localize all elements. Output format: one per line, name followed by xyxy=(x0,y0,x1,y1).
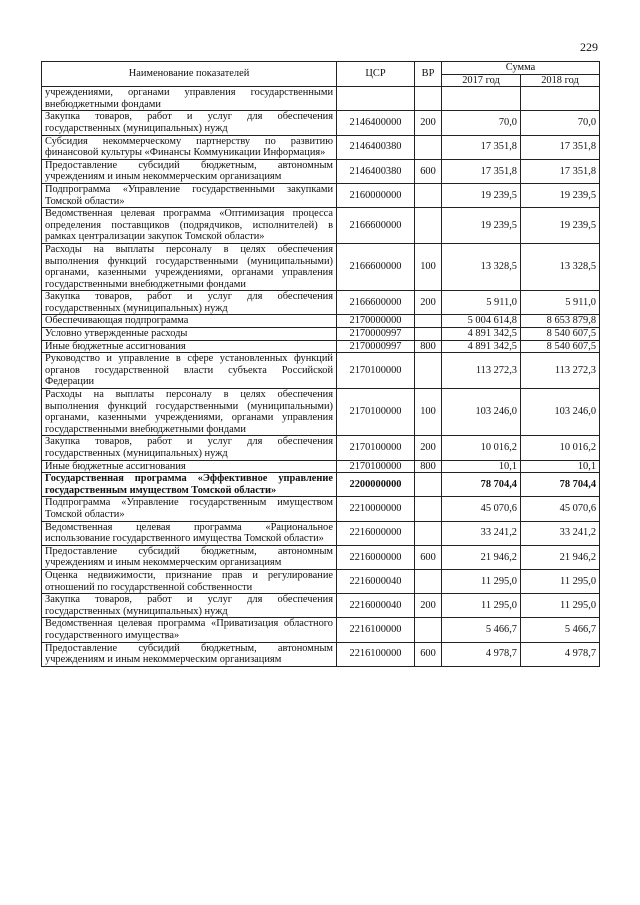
row-value-2018: 113 272,3 xyxy=(521,353,600,389)
header-year-2018: 2018 год xyxy=(521,74,600,87)
row-vr xyxy=(415,208,442,244)
table-row xyxy=(42,521,600,545)
row-name: Закупка товаров, работ и услуг для обеспечения государственных (муниципальных) нужд xyxy=(42,291,337,315)
row-value-2018: 78 704,4 xyxy=(521,473,600,497)
row-csr: 2166600000 xyxy=(337,243,415,290)
row-csr: 2170000000 xyxy=(337,315,415,328)
row-vr: 100 xyxy=(415,389,442,436)
table-row xyxy=(42,389,600,436)
table-row xyxy=(42,183,600,207)
row-vr xyxy=(415,353,442,389)
row-vr: 600 xyxy=(415,642,442,666)
row-value-2018: 70,0 xyxy=(521,111,600,135)
row-name: Ведомственная целевая программа «Оптимизация процесса определения поставщиков (подрядчиков, исполнителей) в рамках централизации закупок Томской области» xyxy=(42,208,337,244)
row-name: Субсидия некоммерческому партнерству по развитию финансовой культуры «Финансы Коммуникации Информация» xyxy=(42,135,337,159)
row-csr: 2210000000 xyxy=(337,497,415,521)
row-name: Подпрограмма «Управление государственными закупками Томской области» xyxy=(42,183,337,207)
row-name: Закупка товаров, работ и услуг для обеспечения государственных (муниципальных) нужд xyxy=(42,436,337,460)
header-csr: ЦСР xyxy=(337,62,415,87)
table-row xyxy=(42,315,600,328)
row-value-2018: 21 946,2 xyxy=(521,545,600,569)
row-value-2017: 13 328,5 xyxy=(442,243,521,290)
row-csr: 2170100000 xyxy=(337,436,415,460)
row-value-2018: 33 241,2 xyxy=(521,521,600,545)
row-value-2017: 5 004 614,8 xyxy=(442,315,521,328)
row-csr: 2200000000 xyxy=(337,473,415,497)
header-year-2017: 2017 год xyxy=(442,74,521,87)
row-value-2018: 10,1 xyxy=(521,460,600,473)
row-value-2017: 5 911,0 xyxy=(442,291,521,315)
row-vr xyxy=(415,135,442,159)
page-number: 229 xyxy=(580,40,598,54)
row-value-2018: 5 466,7 xyxy=(521,618,600,642)
row-value-2017: 10 016,2 xyxy=(442,436,521,460)
table-body xyxy=(42,87,600,667)
table-row xyxy=(42,436,600,460)
row-vr: 200 xyxy=(415,594,442,618)
row-name: Ведомственная целевая программа «Приватизация областного государственного имущества» xyxy=(42,618,337,642)
row-csr: 2216000000 xyxy=(337,545,415,569)
row-csr: 2216000040 xyxy=(337,594,415,618)
row-value-2018: 19 239,5 xyxy=(521,183,600,207)
row-vr xyxy=(415,569,442,593)
row-vr: 800 xyxy=(415,460,442,473)
row-value-2017: 103 246,0 xyxy=(442,389,521,436)
row-value-2017: 113 272,3 xyxy=(442,353,521,389)
table-row xyxy=(42,87,600,111)
header-name: Наименование показателей xyxy=(42,62,337,87)
row-value-2017: 70,0 xyxy=(442,111,521,135)
row-value-2018: 8 540 607,5 xyxy=(521,328,600,341)
table-row xyxy=(42,618,600,642)
row-vr xyxy=(415,315,442,328)
row-value-2018: 8 540 607,5 xyxy=(521,340,600,353)
row-value-2017: 33 241,2 xyxy=(442,521,521,545)
table-row xyxy=(42,243,600,290)
row-value-2018: 10 016,2 xyxy=(521,436,600,460)
row-name: Оценка недвижимости, признание прав и регулирование отношений по государственной собственности xyxy=(42,569,337,593)
row-value-2017: 11 295,0 xyxy=(442,569,521,593)
row-vr: 200 xyxy=(415,291,442,315)
row-csr: 2170100000 xyxy=(337,460,415,473)
row-value-2017: 17 351,8 xyxy=(442,135,521,159)
row-csr xyxy=(337,87,415,111)
row-value-2017: 17 351,8 xyxy=(442,159,521,183)
row-value-2017: 4 891 342,5 xyxy=(442,340,521,353)
table-row xyxy=(42,159,600,183)
row-name: Закупка товаров, работ и услуг для обеспечения государственных (муниципальных) нужд xyxy=(42,111,337,135)
row-csr: 2146400380 xyxy=(337,135,415,159)
row-value-2017: 21 946,2 xyxy=(442,545,521,569)
row-value-2018: 4 978,7 xyxy=(521,642,600,666)
table-row xyxy=(42,594,600,618)
row-vr: 600 xyxy=(415,159,442,183)
row-value-2017: 10,1 xyxy=(442,460,521,473)
row-name: Предоставление субсидий бюджетным, автономным учреждениям и иным некоммерческим организациям xyxy=(42,545,337,569)
row-name: Расходы на выплаты персоналу в целях обеспечения выполнения функций государственными (муниципальными) органами, казенными учреждениями, органами управления государственными внебюджетными фондами xyxy=(42,243,337,290)
row-vr xyxy=(415,183,442,207)
row-csr: 2216100000 xyxy=(337,618,415,642)
row-name: Расходы на выплаты персоналу в целях обеспечения выполнения функций государственными (муниципальными) органами, казенными учреждениями, органами управления государственными внебюджетными фондами xyxy=(42,389,337,436)
table-header xyxy=(42,62,600,87)
row-vr xyxy=(415,618,442,642)
row-value-2018: 17 351,8 xyxy=(521,135,600,159)
row-value-2018: 11 295,0 xyxy=(521,594,600,618)
table-row xyxy=(42,111,600,135)
row-vr: 200 xyxy=(415,111,442,135)
row-name: Руководство и управление в сфере установленных функций органов государственной власти субъекта Российской Федерации xyxy=(42,353,337,389)
row-name: учреждениями, органами управления государственными внебюджетными фондами xyxy=(42,87,337,111)
row-vr: 200 xyxy=(415,436,442,460)
row-csr: 2166600000 xyxy=(337,291,415,315)
row-vr: 600 xyxy=(415,545,442,569)
table-row xyxy=(42,497,600,521)
row-vr xyxy=(415,473,442,497)
row-name: Обеспечивающая подпрограмма xyxy=(42,315,337,328)
row-vr xyxy=(415,497,442,521)
row-value-2017: 4 891 342,5 xyxy=(442,328,521,341)
row-value-2018: 103 246,0 xyxy=(521,389,600,436)
table-row xyxy=(42,340,600,353)
budget-table xyxy=(41,61,600,667)
row-value-2017: 5 466,7 xyxy=(442,618,521,642)
row-name: Предоставление субсидий бюджетным, автономным учреждениям и иным некоммерческим организациям xyxy=(42,642,337,666)
row-csr: 2170000997 xyxy=(337,328,415,341)
row-name: Предоставление субсидий бюджетным, автономным учреждениям и иным некоммерческим организациям xyxy=(42,159,337,183)
row-value-2017: 11 295,0 xyxy=(442,594,521,618)
header-vr: ВР xyxy=(415,62,442,87)
table-row xyxy=(42,460,600,473)
table-row xyxy=(42,642,600,666)
row-name: Закупка товаров, работ и услуг для обеспечения государственных (муниципальных) нужд xyxy=(42,594,337,618)
row-vr: 100 xyxy=(415,243,442,290)
row-name: Подпрограмма «Управление государственным имуществом Томской области» xyxy=(42,497,337,521)
table-row xyxy=(42,135,600,159)
table-row xyxy=(42,353,600,389)
row-value-2018 xyxy=(521,87,600,111)
row-name: Государственная программа «Эффективное управление государственным имуществом Томской области» xyxy=(42,473,337,497)
row-csr: 2166600000 xyxy=(337,208,415,244)
row-vr xyxy=(415,521,442,545)
row-value-2018: 5 911,0 xyxy=(521,291,600,315)
table-row xyxy=(42,291,600,315)
row-vr xyxy=(415,328,442,341)
row-name: Иные бюджетные ассигнования xyxy=(42,460,337,473)
row-value-2018: 45 070,6 xyxy=(521,497,600,521)
row-value-2018: 17 351,8 xyxy=(521,159,600,183)
row-value-2018: 19 239,5 xyxy=(521,208,600,244)
row-value-2018: 11 295,0 xyxy=(521,569,600,593)
row-value-2017: 45 070,6 xyxy=(442,497,521,521)
row-csr: 2146400000 xyxy=(337,111,415,135)
row-vr xyxy=(415,87,442,111)
table-row xyxy=(42,208,600,244)
row-name: Иные бюджетные ассигнования xyxy=(42,340,337,353)
row-value-2017: 19 239,5 xyxy=(442,183,521,207)
table-row xyxy=(42,328,600,341)
table-row xyxy=(42,473,600,497)
row-name: Условно утвержденные расходы xyxy=(42,328,337,341)
row-value-2018: 13 328,5 xyxy=(521,243,600,290)
row-vr: 800 xyxy=(415,340,442,353)
row-value-2017 xyxy=(442,87,521,111)
row-csr: 2216000000 xyxy=(337,521,415,545)
row-csr: 2170000997 xyxy=(337,340,415,353)
row-value-2017: 78 704,4 xyxy=(442,473,521,497)
row-csr: 2216000040 xyxy=(337,569,415,593)
row-csr: 2160000000 xyxy=(337,183,415,207)
row-csr: 2170100000 xyxy=(337,353,415,389)
row-value-2018: 8 653 879,8 xyxy=(521,315,600,328)
row-csr: 2170100000 xyxy=(337,389,415,436)
row-csr: 2216100000 xyxy=(337,642,415,666)
row-value-2017: 4 978,7 xyxy=(442,642,521,666)
table-row xyxy=(42,569,600,593)
table-row xyxy=(42,545,600,569)
row-value-2017: 19 239,5 xyxy=(442,208,521,244)
row-name: Ведомственная целевая программа «Рациональное использование государственного имущества Томской области» xyxy=(42,521,337,545)
header-sum: Сумма xyxy=(442,62,600,75)
row-csr: 2146400380 xyxy=(337,159,415,183)
